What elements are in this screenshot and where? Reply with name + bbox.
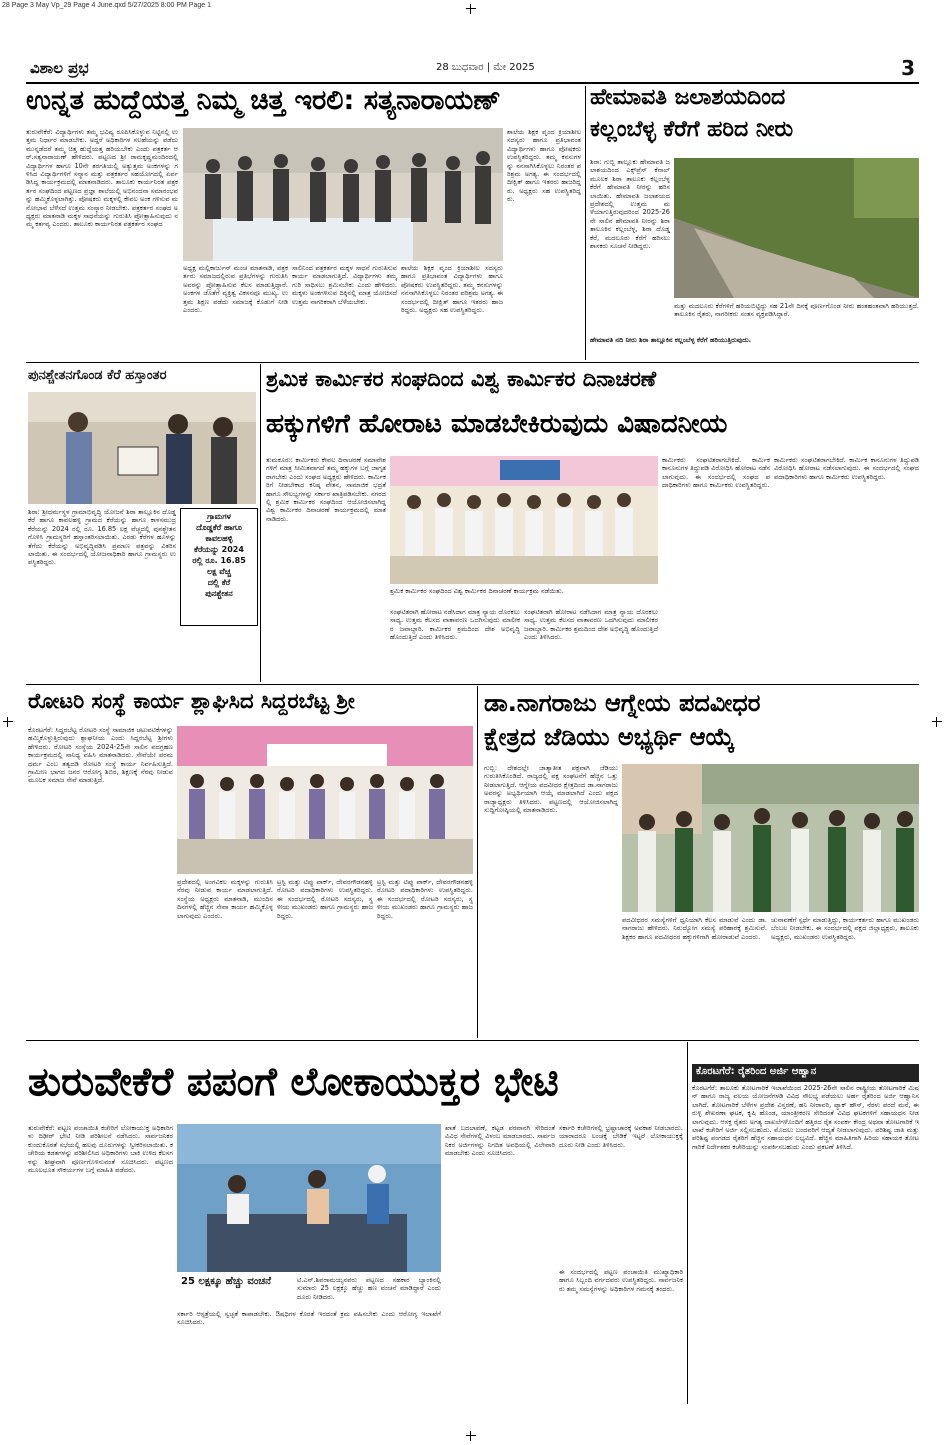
story1-column-3: ಸಾಲಿನಿಂದ ಪತ್ರಕರ್ತರ ಮಕ್ಕಳ ಸಾಧನೆ ಗುರುತಿಸುವ ಕಾರ್ಯ ಮಾಡಲಾಗುತ್ತಿದೆ. ವಿದ್ಯಾರ್ಥಿಗಳು ತಮ್ಮ ಗುರಿ ಸಾಧಿಸಲು ಶ್ರಮಿಸಬೇಕು ಎಂದು ಹೇಳಿದರು. ಮಕ್ಕಳು ಅಂಕಗಳಿಸುವ ದಿಕ್ಕಿನಲ್ಲಿ ಮಾತ್ರ ಯೋಚಿಸದೆ ಉತ್ತಮ ನಾಗರಿಕರಾಗಿ ಬೆಳೆಯಬೇಕು. — [292, 264, 397, 306]
water-canal-illustration — [674, 158, 919, 298]
story1-headline: ಉನ್ನತ ಹುದ್ದೆಯತ್ತ ನಿಮ್ಮ ಚಿತ್ತ ಇರಲಿ: ಸತ್ಯನಾರಾಯಣ್ — [26, 86, 501, 116]
story7-bottom-text: ಸರ್ಕಾರಿ ಆಸ್ಪತ್ರೆಯಲ್ಲಿ ಸ್ವಚ್ಛತೆ ಕಾಪಾಡಬೇಕು. ಔಷಧಿಗಳ ಕೊರತೆ ಇರದಂತೆ ಕ್ರಮ ವಹಿಸಬೇಕು ಎಂದು ಆರೋಗ್ಯ ಇಲಾಖೆಗೆ ಸೂಚಿಸಿದರು. — [177, 1310, 441, 1327]
newspaper-logo: ವಿಶಾಲ ಪ್ರಭ — [30, 59, 89, 77]
box-line-3: ಕಾವಲಹಳ್ಳಿ — [205, 534, 233, 543]
box-line-7: ದಲ್ಲಿ ಕೆರೆ — [207, 578, 231, 587]
story7-column-3: ಸರ್ಕಾರಿ ಕಚೇರಿಗಳಲ್ಲಿ ಭ್ರಷ್ಟಾಚಾರಕ್ಕೆ ಅವಕಾಶ ನೀಡಬಾರದು. ಯಾರಾದರೂ ಲಂಚಕ್ಕೆ ಬೇಡಿಕೆ ಇಟ್ಟರೆ ಲೋಕಾಯುಕ್ತಕ್ಕೆ ದೂರು ನೀಡಿ ಎಂದು ತಿಳಿಸಿದರು. — [559, 1124, 683, 1149]
story3-headline: ಪುನಶ್ಚೇತನಗೊಂಡ ಕೆರೆ ಹಸ್ತಾಂತರ — [28, 368, 167, 383]
story2-headline-line2: ಕಲ್ಲಂಬೆಳ್ಳ ಕೆರೆಗೆ ಹರಿದ ನೀರು — [590, 118, 794, 142]
story4-column-1: ತುಮಕೂರು: ಕಾರ್ಮಿಕರು ಕೇವಲ ದಿನಾಚರಣೆ ಸಮಾವೇಶಗಳಿಗೆ ಮಾತ್ರ ಸೀಮಿತವಾಗದೆ ತಮ್ಮ ಹಕ್ಕುಗಳ ಬಗ್ಗೆ ಜಾಗೃತರಾಗಬೇಕು ಎಂದು ಸಂಘದ ಅಧ್ಯಕ್ಷರು ಹೇಳಿದರು. ಕಾರ್ಮಿಕರಿಗೆ ನೀಡಬೇಕಾದ ಕನಿಷ್ಠ ವೇತನ, ಸಾಮಾಜಿಕ ಭದ್ರತೆ ಹಾಗೂ ಸೌಲಭ್ಯಗಳನ್ನು ಸರ್ಕಾರ ಖಾತ್ರಿಪಡಿಸಬೇಕು. ನಗರದಲ್ಲಿ ಶ್ರಮಿಕ ಕಾರ್ಮಿಕರ ಸಂಘದಿಂದ ಆಯೋಜಿಸಲಾಗಿದ್ದ ವಿಶ್ವ ಕಾರ್ಮಿಕರ ದಿನಾಚರಣೆ ಕಾರ್ಯಕ್ರಮದಲ್ಲಿ ಮಾತನಾಡಿದರು. — [266, 456, 386, 523]
column-divider-2 — [260, 364, 261, 682]
lokayukta-visit-illustration — [177, 1124, 441, 1272]
story4-column-3: ಕಾರ್ಮಿಕರು ಸಂಘಟಿತರಾಗಬೇಕಿದೆ. ಕಾರ್ಮಿಕ ಕಾನೂನುಗಳ ತಿದ್ದುಪಡಿ ವಿರೋಧಿಸಿ ಹೋರಾಟ ನಡೆಸಲಾಗುವುದು. ಈ ಸಂದರ್ಭದಲ್ಲಿ ಸಂಘದ ಪದಾಧಿಕಾರಿಗಳು ಹಾಗೂ ಕಾರ್ಮಿಕರು ಉಪಸ್ಥಿತರಿದ್ದರು. — [662, 456, 770, 490]
column-divider-4 — [687, 1042, 688, 1404]
story4-column-2: ಸಂಘಟಿತರಾಗಿ ಹೋರಾಟ ನಡೆಸಿದಾಗ ಮಾತ್ರ ನ್ಯಾಯ ದೊರಕಲು ಸಾಧ್ಯ. ಉತ್ತಮ ಕೆಲಸದ ವಾತಾವರಣ ಒದಗಿಸುವುದು ಮಾಲೀಕರ ಜವಾಬ್ದಾರಿ. ಕಾರ್ಮಿಕರ ಶ್ರಮದಿಂದ ದೇಶ ಅಭಿವೃದ್ಧಿ ಹೊಂದುತ್ತಿದೆ ಎಂದು ತಿಳಿಸಿದರು. — [390, 608, 520, 642]
story1-column-4: ಶಾಲೆಯ ಶಿಕ್ಷಕ ವೃಂದ ಕ್ರಿಯಾಶೀಲ ಸದಸ್ಯರು ಹಾಗೂ ಪ್ರತಿಭಾವಂತ ವಿದ್ಯಾರ್ಥಿಗಳು ಹಾಗೂ ಪೋಷಕರು ಉಪಸ್ಥಿತರಿದ್ದರು. ತಮ್ಮ ಕನಸುಗಳನ್ನು ನನಸಾಗಿಸಿಕೊಳ್ಳಲು ನಿರಂತರ ಪರಿಶ್ರಮ ಅಗತ್ಯ. ಈ ಸಂದರ್ಭದಲ್ಲಿ ದೀಕ್ಷಿತ್ ಹಾಗೂ ಇತರರು ಹಾಜರಿದ್ದರು. ಅಧ್ಯಕ್ಷರು ಸಹ ಉಪಸ್ಥಿತರಿದ್ದರು. — [507, 128, 581, 204]
certificate-handover-illustration — [28, 392, 256, 504]
story7-column-4: ಈ ಸಂದರ್ಭದಲ್ಲಿ ಪಟ್ಟಣ ಪಂಚಾಯಿತಿ ಮುಖ್ಯಾಧಿಕಾರಿ ಹಾಗೂ ಸಿಬ್ಬಂದಿ ವರ್ಗದವರು ಉಪಸ್ಥಿತರಿದ್ದರು. ಸಾರ್ವಜನಿಕರು ತಮ್ಮ ಸಮಸ್ಯೆಗಳನ್ನು ಅಧಿಕಾರಿಗಳ ಗಮನಕ್ಕೆ ತಂದರು. — [559, 1268, 683, 1293]
box-line-1: ಗ್ರಾಮಗಳ — [207, 512, 231, 521]
story5-photo — [177, 726, 473, 874]
story3-photo — [28, 392, 256, 504]
story6-photo — [622, 764, 919, 912]
story7-column-1: ತುರುವೇಕೆರೆ: ಪಟ್ಟಣ ಪಂಚಾಯಿತಿ ಕಚೇರಿಗೆ ಲೋಕಾಯುಕ್ತ ಅಧಿಕಾರಿಗಳು ದಿಢೀರ್ ಭೇಟಿ ನೀಡಿ ಪರಿಶೀಲನೆ ನಡೆಸಿದರು. ಸಾರ್ವಜನಿಕರ ಕುಂದುಕೊರತೆ ಸಭೆಯಲ್ಲಿ ಹಲವು ದೂರುಗಳನ್ನು ಸ್ವೀಕರಿಸಲಾಯಿತು. ಕಚೇರಿಯ ಕಡತಗಳನ್ನು ಪರಿಶೀಲಿಸಿದ ಅಧಿಕಾರಿಗಳು ಬಾಕಿ ಉಳಿದ ಕೆಲಸಗಳನ್ನು ಶೀಘ್ರವಾಗಿ ಪೂರ್ಣಗೊಳಿಸುವಂತೆ ಸೂಚಿಸಿದರು. ಪಟ್ಟಣದ ಮೂಲಭೂತ ಸೌಕರ್ಯಗಳ ಬಗ್ಗೆ ಮಾಹಿತಿ ಪಡೆದರು. — [28, 1124, 173, 1175]
workers-day-event-illustration — [390, 456, 658, 584]
story4-headline-line1: ಶ್ರಮಿಕ ಕಾರ್ಮಿಕರ ಸಂಘದಿಂದ ವಿಶ್ವ ಕಾರ್ಮಿಕರ ದಿನಾಚರಣೆ — [266, 368, 657, 391]
box-line-4: ಕೆರೆಯನ್ನು 2024 — [194, 545, 244, 554]
story4-headline-line2: ಹಕ್ಕುಗಳಿಗೆ ಹೋರಾಟ ಮಾಡಬೇಕಿರುವುದು ವಿಷಾದನೀಯ — [266, 410, 728, 439]
story4-photo — [390, 456, 658, 584]
story5-column-4: ಟ್ರಸ್ಟಿ ಮತ್ತು ಟಿಪ್ಪು ಪಾರ್ಕ್‌, ದೇವರಗೌಡನಹಳ್ಳಿ ರೋಟರಿ ಪದಾಧಿಕಾರಿಗಳು ಉಪಸ್ಥಿತರಿದ್ದರು. ಈ ಸಂದರ್ಭದಲ್ಲಿ ರೋಟರಿ ಸದಸ್ಯರು, ಸ್ಥಳೀಯ ಮುಖಂಡರು ಹಾಗೂ ಗ್ರಾಮಸ್ಥರು ಹಾಜರಿದ್ದರು. — [377, 878, 473, 920]
story5-headline: ರೋಟರಿ ಸಂಸ್ಥೆ ಕಾರ್ಯ ಶ್ಲಾಘಿಸಿದ ಸಿದ್ದರಬೆಟ್ಟ ಶ್ರೀ — [28, 690, 355, 713]
crop-mark-top — [466, 4, 476, 14]
story4-column-4: ಕಾರ್ಮಿಕರು ಸಂಘಟಿತರಾಗಬೇಕಿದೆ. ಕಾರ್ಮಿಕ ಕಾನೂನುಗಳ ತಿದ್ದುಪಡಿ ವಿರೋಧಿಸಿ ಹೋರಾಟ ನಡೆಸಲಾಗುವುದು. ಈ ಸಂದರ್ಭದಲ್ಲಿ ಸಂಘದ ಪದಾಧಿಕಾರಿಗಳು ಹಾಗೂ ಕಾರ್ಮಿಕರು ಉಪಸ್ಥಿತರಿದ್ದರು. — [774, 456, 919, 481]
story7-tag-amount: 25 ಲಕ್ಷಕ್ಕೂ ಹೆಚ್ಚು ವಂಚನೆ — [181, 1276, 293, 1290]
story2-photo — [674, 158, 919, 298]
group-photo-illustration — [183, 128, 503, 261]
story7-column-2: ಖಾತೆ ಬದಲಾವಣೆ, ಕಟ್ಟಡ ಪರವಾನಗಿ ಸೇರಿದಂತೆ ವಿವಿಧ ಸೇವೆಗಳಲ್ಲಿ ವಿಳಂಬ ಮಾಡಬಾರದು. ಸಾರ್ವಜನಿಕರ ಅರ್ಜಿಗಳನ್ನು ನಿಗದಿತ ಅವಧಿಯಲ್ಲಿ ವಿಲೇವಾರಿ ಮಾಡಬೇಕು ಎಂದು ಸೂಚಿಸಿದರು. — [445, 1124, 555, 1158]
story7-headline: ತುರುವೇಕೆರೆ ಪಪಂಗೆ ಲೋಕಾಯುಕ್ತರ ಭೇಟಿ — [28, 1062, 559, 1105]
story6-column-3: ಚುನಾವಣೆಗೆ ಸ್ಪರ್ಧೆ ಮಾಡುತ್ತಿದ್ದು, ಕಾರ್ಯಕರ್ತರು ಹಾಗೂ ಮುಖಂಡರು ಬೆಂಬಲ ನೀಡಬೇಕು. ಈ ಸಂದರ್ಭದಲ್ಲಿ ಪಕ್ಷದ ಜಿಲ್ಲಾಧ್ಯಕ್ಷರು, ತಾಲೂಕು ಅಧ್ಯಕ್ಷರು, ಮುಖಂಡರು ಉಪಸ್ಥಿತರಿದ್ದರು. — [771, 916, 919, 941]
story6-headline-line1: ಡಾ.ನಾಗರಾಜು ಆಗ್ನೇಯ ಪದವೀಧರ — [484, 690, 761, 717]
story8-column: ಕೊರಟಗೆರೆ: ತಾಲೂಕು ತೋಟಗಾರಿಕೆ ಇಲಾಖೆಯಿಂದ 2025-26ನೇ ಸಾಲಿನ ರಾಷ್ಟ್ರೀಯ ತೋಟಗಾರಿಕೆ ಮಿಷನ್ ಹಾಗೂ ರಾಜ್ಯ ವಲಯ ಯೋಜನೆಗಳಡಿ ವಿವಿಧ ಸೌಲಭ್ಯ ಪಡೆಯಲು ಅರ್ಹ ರೈತರಿಂದ ಅರ್ಜಿ ಆಹ್ವಾನಿಸಲಾಗಿದೆ. ತೋಟಗಾರಿಕೆ ಬೆಳೆಗಳ ಪ್ರದೇಶ ವಿಸ್ತರಣೆ, ಹನಿ ನೀರಾವರಿ, ಪ್ಯಾಕ್ ಹೌಸ್, ನೆರಳು ಪರದೆ ಮನೆ, ಈರುಳ್ಳಿ ಶೇಖರಣಾ ಘಟಕ, ಕೃಷಿ ಹೊಂಡ, ಯಾಂತ್ರೀಕರಣ ಸೇರಿದಂತೆ ವಿವಿಧ ಘಟಕಗಳಿಗೆ ಸಹಾಯಧನ ನೀಡಲಾಗುವುದು. ಆಸಕ್ತ ರೈತರು ಅಗತ್ಯ ದಾಖಲೆಗಳೊಂದಿಗೆ ಹತ್ತಿರದ ರೈತ ಸಂಪರ್ಕ ಕೇಂದ್ರ ಅಥವಾ ತೋಟಗಾರಿಕೆ ಇಲಾಖೆ ಕಚೇರಿಗೆ ಅರ್ಜಿ ಸಲ್ಲಿಸಬಹುದು. ಮೊದಲು ಬಂದವರಿಗೆ ಆದ್ಯತೆ ನೀಡಲಾಗುವುದು. ಪರಿಶಿಷ್ಟ ಜಾತಿ ಮತ್ತು ಪರಿಶಿಷ್ಟ ಪಂಗಡದ ರೈತರಿಗೆ ಹೆಚ್ಚಿನ ಸಹಾಯಧನ ಲಭ್ಯವಿದೆ. ಹೆಚ್ಚಿನ ಮಾಹಿತಿಗಾಗಿ ಹಿರಿಯ ಸಹಾಯಕ ತೋಟಗಾರಿಕೆ ನಿರ್ದೇಶಕರ ಕಚೇರಿಯನ್ನು ಸಂಪರ್ಕಿಸಬಹುದು ಎಂದು ಪ್ರಕಟಣೆ ತಿಳಿಸಿದೆ. — [692, 1084, 919, 1151]
box-line-6: ಲಕ್ಷ ವೆಚ್ಚ — [206, 567, 232, 576]
story6-headline-line2: ಕ್ಷೇತ್ರದ ಜೆಡಿಯು ಅಭ್ಯರ್ಥಿ ಆಯ್ಕೆ — [484, 724, 735, 751]
row-divider-3 — [26, 1040, 919, 1041]
story1-column-4b: ಶಾಲೆಯ ಶಿಕ್ಷಕ ವೃಂದ ಕ್ರಿಯಾಶೀಲ ಸದಸ್ಯರು ಹಾಗೂ ಪ್ರತಿಭಾವಂತ ವಿದ್ಯಾರ್ಥಿಗಳು ಹಾಗೂ ಪೋಷಕರು ಉಪಸ್ಥಿತರಿದ್ದರು. ತಮ್ಮ ಕನಸುಗಳನ್ನು ನನಸಾಗಿಸಿಕೊಳ್ಳಲು ನಿರಂತರ ಪರಿಶ್ರಮ ಅಗತ್ಯ. ಈ ಸಂದರ್ಭದಲ್ಲಿ ದೀಕ್ಷಿತ್ ಹಾಗೂ ಇತರರು ಹಾಜರಿದ್ದರು. ಅಧ್ಯಕ್ಷರು ಸಹ ಉಪಸ್ಥಿತರಿದ್ದರು. — [401, 264, 503, 315]
crop-mark-bottom — [466, 1431, 476, 1441]
story3-column: ಶಿರಾ: ಶ್ರೀಧರ್ಮಸ್ಥಳ ಗ್ರಾಮಾಭಿವೃದ್ಧಿ ಯೋಜನೆ ಶಿರಾ ತಾಲ್ಲೂಕಿನ ದೊಡ್ಡಕೆರೆ ಹಾಗೂ ಕಾವಲಹಳ್ಳಿ ಗ್ರಾಮದ ಕೆರೆಯನ್ನು ಹಾಗೂ ಕಾಳಸಮುದ್ರ ಕೆರೆಯನ್ನು 2024 ರಲ್ಲಿ ರೂ. 16.85 ಲಕ್ಷ ವೆಚ್ಚದಲ್ಲಿ ಪುನಶ್ಚೇತನಗೊಳಿಸಿ ಗ್ರಾಮಸ್ಥರಿಗೆ ಹಸ್ತಾಂತರಿಸಲಾಯಿತು. ಎರಡು ಕೆರೆಗಳ ಹೂಳನ್ನು ತೆಗೆದು ಕೆರೆಯನ್ನು ಅಭಿವೃದ್ಧಿಪಡಿಸಿ ಪ್ರಮಾಣ ಪತ್ರವನ್ನು ವಿತರಿಸಲಾಯಿತು. ಈ ಸಂದರ್ಭದಲ್ಲಿ ಯೋಜನಾಧಿಕಾರಿ ಹಾಗೂ ಗ್ರಾಮಸ್ಥರು ಉಪಸ್ಥಿತರಿದ್ದರು. — [28, 508, 176, 567]
story3-highlight-box — [180, 508, 258, 626]
box-line-5: ರಲ್ಲಿ ರೂ. 16.85 — [192, 556, 246, 565]
story5-column-1: ಕೊರಟಗೆರೆ: ಸಿದ್ದರಬೆಟ್ಟ ರೋಟರಿ ಸಂಸ್ಥೆ ಸಾಮಾಜಿಕ ಚಟುವಟಿಕೆಗಳನ್ನು ಹಮ್ಮಿಕೊಳ್ಳುತ್ತಿರುವುದು ಶ್ಲಾಘನೀಯ ಎಂದು ಸಿದ್ದರಬೆಟ್ಟ ಶ್ರೀಗಳು ಹೇಳಿದರು. ರೋಟರಿ ಸಂಸ್ಥೆಯ 2024-25ನೇ ಸಾಲಿನ ಪದಗ್ರಹಣ ಕಾರ್ಯಕ್ರಮದಲ್ಲಿ ಸಾನಿಧ್ಯ ವಹಿಸಿ ಮಾತನಾಡಿದರು. ಸೇವೆಯೇ ಪರಮ ಧರ್ಮ ಎಂಬ ತತ್ವದಡಿ ರೋಟರಿ ಸಂಸ್ಥೆ ಕಾರ್ಯ ನಿರ್ವಹಿಸುತ್ತಿದೆ. ಗ್ರಾಮೀಣ ಭಾಗದ ಜನರ ಆರೋಗ್ಯ ಶಿಬಿರ, ಶಿಕ್ಷಣಕ್ಕೆ ನೆರವು ನೀಡುವ ಮೂಲಕ ಸಮಾಜ ಸೇವೆ ಮಾಡುತ್ತಿದೆ. — [28, 726, 173, 785]
story8-headline: ಕೊರಟಗೆರೆ: ರೈತರಿಂದ ಅರ್ಜಿ ಆಹ್ವಾನ — [692, 1064, 919, 1082]
row-divider-2 — [26, 684, 919, 685]
print-slug: 28 Page 3 May Vp_29 Page 4 June.qxd 5/27/2025 8:00 PM Page 1 — [2, 2, 211, 9]
story4-column-2b: ಸಂಘಟಿತರಾಗಿ ಹೋರಾಟ ನಡೆಸಿದಾಗ ಮಾತ್ರ ನ್ಯಾಯ ದೊರಕಲು ಸಾಧ್ಯ. ಉತ್ತಮ ಕೆಲಸದ ವಾತಾವರಣ ಒದಗಿಸುವುದು ಮಾಲೀಕರ ಜವಾಬ್ದಾರಿ. ಕಾರ್ಮಿಕರ ಶ್ರಮದಿಂದ ದೇಶ ಅಭಿವೃದ್ಧಿ ಹೊಂದುತ್ತಿದೆ ಎಂದು ತಿಳಿಸಿದರು. — [524, 608, 658, 642]
box-line-2: ದೊಡ್ಡಕೆರೆ ಹಾಗೂ — [196, 523, 242, 532]
story4-photo-caption: ಶ್ರಮಿಕ ಕಾರ್ಮಿಕರ ಸಂಘದಿಂದ ವಿಶ್ವ ಕಾರ್ಮಿಕರ ದಿನಾಚರಣೆ ಕಾರ್ಯಕ್ರಮ ನಡೆಯಿತು. — [390, 587, 564, 595]
rotary-event-illustration — [177, 726, 473, 874]
story1-column-2: ಅಧ್ಯಕ್ಷ ಮಲ್ಲಿಕಾರ್ಜುನ್ ಮಂಚ ಮಾತನಾಡಿ, ಪತ್ರಕರ್ತರು ಸಮಾಜದಲ್ಲಿರುವ ಪ್ರತಿಭೆಗಳನ್ನು ಗುರುತಿಸಿ ಅವರನ್ನು ಪ್ರೋತ್ಸಾಹಿಸುವ ಕೆಲಸ ಮಾಡುತ್ತಿದ್ದಾರೆ. ಅಂಕಗಳ ಜೊತೆಗೆ ವ್ಯಕ್ತಿತ್ವ ವಿಕಸನವೂ ಮುಖ್ಯ. ಉತ್ತಮ ಶಿಕ್ಷಣ ಪಡೆದು ಸಮಾಜಕ್ಕೆ ಕೊಡುಗೆ ನೀಡಿ ಎಂದರು. — [183, 264, 288, 315]
story2-photo-caption: ಹೇಮಾವತಿ ನದಿ ನೀರು ಶಿರಾ ತಾಲ್ಲೂಕಿನ ಕಲ್ಲಂಬೆಳ್ಳ ಕೆರೆಗೆ ಹರಿಯುತ್ತಿರುವುದು. — [590, 336, 752, 344]
story1-column-1: ತುರುವೇಕೆರೆ: ವಿದ್ಯಾರ್ಥಿಗಳು ತಮ್ಮ ಭವಿಷ್ಯ ರೂಪಿಸಿಕೊಳ್ಳುವ ನಿಟ್ಟಿನಲ್ಲಿ ಉತ್ತಮ ನಿರ್ಧಾರ ಮಾಡಬೇಕು. ಅದ್ದರೆ ಅಧಿಕಾರಿಗಳ ಸಲಹೆಯನ್ನು ಪಡೆದು ಮುನ್ನಡೆದರೆ ತಮ್ಮ ಚಿತ್ತ ಹುದ್ದೆಯತ್ತ ಹರಿಯಬೇಕು ಎಂದು ಪತ್ರಕರ್ತ ಆರ್.ಸತ್ಯನಾರಾಯಣ್ ಹೇಳಿದರು. ಪಟ್ಟಣದ ಶ್ರೀ ರಾಮಕೃಷ್ಣಮಂದಿರದಲ್ಲಿ ವಿದ್ಯಾರ್ಥಿಗಳ ಹಾಗೂ 10ನೇ ತರಗತಿಯಲ್ಲಿ ಅತ್ಯುತ್ತಮ ಅಂಕಗಳನ್ನು ಗಳಿಸಿದ ವಿದ್ಯಾರ್ಥಿಗಳಿಗೆ ಸನ್ಮಾನ ಮತ್ತು ಪತ್ರಕರ್ತರ ಸಹಯೋಗದಲ್ಲಿ ಏರ್ಪಡಿಸಿದ್ದ ಕಾರ್ಯಕ್ರಮದಲ್ಲಿ ಮಾತನಾಡಿದರು. ತಾಲೂಕು ಕಾರ್ಯನಿರತ ಪತ್ರಕರ್ತರ ಸಂಘದಿಂದ ಪಟ್ಟಣದ ಪ್ರಜ್ಞಾ ಶಾಲೆಯಲ್ಲಿ ಅಭಿನಂದನಾ ಸಮಾರಂಭವನ್ನು ಹಮ್ಮಿಕೊಳ್ಳಲಾಗಿತ್ತು. ಪೋಷಕರು ಮಕ್ಕಳಲ್ಲಿ ಕೇವಲ ಅಂಕ ಗಳಿಸುವ ಮನೋಭಾವ ಬೆಳೆಸದೆ ಉತ್ತಮ ಸಂಸ್ಕಾರ ನೀಡಬೇಕು. ಪತ್ರಕರ್ತರ ಸಂಘದ ಅಧ್ಯಕ್ಷರು ಮಾತನಾಡಿ ಮಕ್ಕಳ ಸಾಧನೆಯನ್ನು ಗುರುತಿಸಿ ಪ್ರೋತ್ಸಾಹಿಸುವುದು ನಮ್ಮ ಕರ್ತವ್ಯ ಎಂದರು. ತಾಲೂಕು ಕಾರ್ಯನಿರತ ಪತ್ರಕರ್ತರ ಸಂಘದ — [26, 128, 178, 229]
story5-column-3: ಟ್ರಸ್ಟಿ ಮತ್ತು ಟಿಪ್ಪು ಪಾರ್ಕ್‌, ದೇವರಗೌಡನಹಳ್ಳಿ ರೋಟರಿ ಪದಾಧಿಕಾರಿಗಳು ಉಪಸ್ಥಿತರಿದ್ದರು. ಈ ಸಂದರ್ಭದಲ್ಲಿ ರೋಟರಿ ಸದಸ್ಯರು, ಸ್ಥಳೀಯ ಮುಖಂಡರು ಹಾಗೂ ಗ್ರಾಮಸ್ಥರು ಹಾಜರಿದ್ದರು. — [277, 878, 373, 920]
story6-column-2: ಪದವೀಧರರ ಸಮಸ್ಯೆಗಳಿಗೆ ಧ್ವನಿಯಾಗಿ ಕೆಲಸ ಮಾಡುವೆ ಎಂದು ಡಾ.ನಾಗರಾಜು ಹೇಳಿದರು. ನಿರುದ್ಯೋಗ ಸಮಸ್ಯೆ ಪರಿಹಾರಕ್ಕೆ ಶ್ರಮಿಸುವೆ. ಶಿಕ್ಷಕರ ಹಾಗೂ ಪದವೀಧರರ ಹಕ್ಕುಗಳಿಗಾಗಿ ಹೋರಾಡುವೆ ಎಂದರು. — [622, 916, 767, 941]
story5-column-2: ಪ್ರದೇಶದಲ್ಲಿ ಅಂಗವಿಕಲ ಮಕ್ಕಳನ್ನು ಗುರುತಿಸಿ ನೆರವು ನೀಡುವ ಕಾರ್ಯ ಮಾಡಲಾಗುತ್ತಿದೆ. ಸಂಸ್ಥೆಯ ಅಧ್ಯಕ್ಷರು ಮಾತನಾಡಿ, ಮುಂದಿನ ದಿನಗಳಲ್ಲಿ ಹೆಚ್ಚಿನ ಸೇವಾ ಕಾರ್ಯ ಹಮ್ಮಿಕೊಳ್ಳಲಾಗುವುದು ಎಂದರು. — [177, 878, 273, 920]
issue-date: 28 ಬುಧವಾರ | ಮೇ 2025 — [436, 62, 535, 73]
crop-mark-right — [932, 717, 942, 727]
box-line-8: ಪುನಶ್ಚೇತನ — [205, 589, 233, 598]
page-number: 3 — [901, 56, 915, 80]
story2-caption: ಮತ್ತು ಮದಲೂರು ಕೆರೆಗಳಿಗೆ ಹರಿಯಬಿಟ್ಟಿದ್ದು ಸಹ 21ನೇ ದಿನಕ್ಕೆ ಪೂರ್ಣಗೊಂಡ ನೀರು ಹಂತಹಂತವಾಗಿ ಹರಿಯುತ್ತದೆ. ತಾಲೂಕಿನ ರೈತರು, ನಾಗರೀಕರು ಸಂತಸ ವ್ಯಕ್ತಪಡಿಸಿದ್ದಾರೆ. — [674, 302, 919, 319]
story7-photo — [177, 1124, 441, 1272]
column-divider — [585, 86, 586, 360]
candidate-announcement-illustration — [622, 764, 919, 912]
column-divider-3 — [477, 686, 478, 1038]
masthead — [26, 56, 919, 84]
story1-photo — [183, 128, 503, 261]
crop-mark-left — [3, 717, 13, 727]
story2-column: ಶಿರಾ: ಗುಬ್ಬಿ ತಾಲ್ಲೂಕು ಹೇಮಾವತಿ ಜಲಾಶಯದಿಂದ ಎಕ್ಸ್‌ಪ್ರೆಸ್ ಕೆನಾಲ್ ಮೂಲಕ ಶಿರಾ ತಾಲೂಕು ಕಲ್ಲಂಬೆಳ್ಳ ಕೆರೆಗೆ ಹೇಮಾವತಿ ನೀರನ್ನು ಹರಿಸಲಾಯಿತು. ಹೇಮಾವತಿ ಜಲಾಶಯದ ಪ್ರದೇಶದಲ್ಲಿ ಉತ್ತಮ ಮಳೆಯಾಗುತ್ತಿರುವುದರಿಂದ 2025-26ನೇ ಸಾಲಿನ ಹೇಮಾವತಿ ನೀರನ್ನು ಶಿರಾ ತಾಲೂಕಿನ ಕಲ್ಲಂಬೆಳ್ಳ, ಶಿರಾ ದೊಡ್ಡ ಕೆರೆ, ಮದಲೂರು ಕೆರೆಗೆ ಹರಿಸಲು ಶಾಸಕರು ಸೂಚನೆ ನೀಡಿದ್ದರು. — [590, 158, 670, 251]
story6-column-1: ಗುಬ್ಬಿ: ದೇಶದಲ್ಲೇ ಜಾತ್ಯಾತೀತ ಪಕ್ಷವಾಗಿ ಜೆಡಿಯು ಗುರುತಿಸಿಕೊಂಡಿದೆ. ರಾಜ್ಯದಲ್ಲಿ ಪಕ್ಷ ಸಂಘಟನೆಗೆ ಹೆಚ್ಚಿನ ಒತ್ತು ನೀಡಲಾಗುತ್ತಿದೆ. ಆಗ್ನೇಯ ಪದವೀಧರ ಕ್ಷೇತ್ರದಿಂದ ಡಾ.ನಾಗರಾಜು ಅವರನ್ನು ಅಭ್ಯರ್ಥಿಯಾಗಿ ಆಯ್ಕೆ ಮಾಡಲಾಗಿದೆ ಎಂದು ಪಕ್ಷದ ರಾಜ್ಯಾಧ್ಯಕ್ಷರು ತಿಳಿಸಿದರು. ಪಟ್ಟಣದಲ್ಲಿ ಆಯೋಜಿಸಲಾಗಿದ್ದ ಸುದ್ದಿಗೋಷ್ಠಿಯಲ್ಲಿ ಮಾತನಾಡಿದರು. — [484, 764, 618, 815]
story7-tag-text: ಟಿ.ಎನ್.ಶಿವರಾಮಯ್ಯನವರು ಪಟ್ಟಣದ ಸಹಕಾರ ಬ್ಯಾಂಕಿನಲ್ಲಿ ಸುಮಾರು 25 ಲಕ್ಷಕ್ಕೂ ಹೆಚ್ಚು ಹಣ ವಂಚನೆ ಮಾಡಿದ್ದಾರೆ ಎಂದು ದೂರು ನೀಡಿದರು. — [297, 1276, 441, 1301]
row-divider-1 — [26, 362, 919, 363]
story2-headline-line1: ಹೇಮಾವತಿ ಜಲಾಶಯದಿಂದ — [590, 86, 786, 110]
